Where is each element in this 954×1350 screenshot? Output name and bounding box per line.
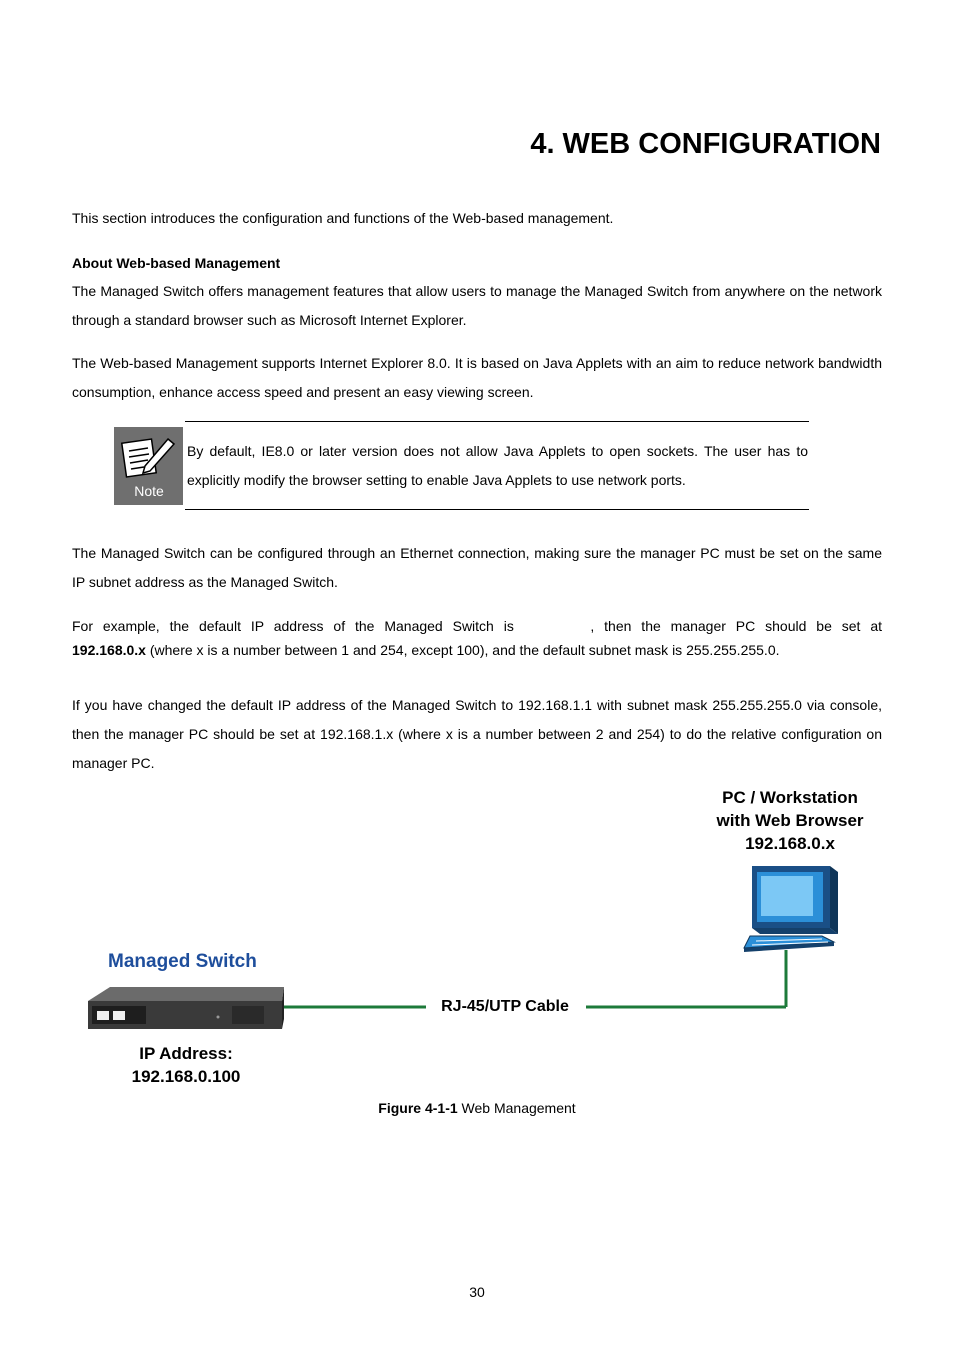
- note-icon-label: Note: [134, 483, 164, 499]
- page-title: 4. WEB CONFIGURATION: [530, 128, 881, 160]
- config-paragraph-1: The Managed Switch can be configured through an Ethernet connection, making sure the manager PC must be set on the same IP subnet address as the Managed Switch.: [72, 545, 882, 590]
- cable-label: RJ-45/UTP Cable: [441, 998, 569, 1015]
- figure-number: Figure 4-1-1: [378, 1100, 458, 1116]
- about-paragraph-2: The Web-based Management supports Internet Explorer 8.0. It is based on Java Applets with an aim to reduce network bandwidth consumption, enhance access speed and present an easy viewing screen.: [72, 355, 882, 400]
- config-paragraph-2-part-a: For example, the default IP address of the Managed Switch is: [72, 618, 514, 634]
- pc-label-line-1: PC / Workstation: [722, 788, 858, 807]
- pc-label: [690, 786, 890, 855]
- note-pen-icon: [114, 427, 183, 505]
- switch-title: Managed Switch: [108, 951, 257, 972]
- config-paragraph-2-line2: [72, 636, 882, 665]
- page-number: 30: [469, 1284, 485, 1300]
- note-top-rule: [185, 421, 809, 422]
- switch-icon: [86, 985, 286, 1035]
- manager-pc-ip: 192.168.0.x: [72, 642, 146, 658]
- figure-title: Web Management: [457, 1100, 576, 1116]
- computer-icon: [730, 858, 845, 958]
- note-bottom-rule: [185, 509, 809, 510]
- note-text: By default, IE8.0 or later version does not allow Java Applets to open sockets. The user has to explicitly modify the browser setting to enable Java Applets to use network ports.: [187, 443, 808, 488]
- switch-ip-line-2: 192.168.0.100: [131, 1067, 241, 1086]
- intro-paragraph: This section introduces the configuration and functions of the Web-based management.: [72, 210, 614, 226]
- switch-ip-line-1: IP Address:: [139, 1044, 233, 1063]
- config-paragraph-2-part-c: (where x is a number between 1 and 254, except 100), and the default subnet mask is 255.255.255.0.: [145, 642, 780, 658]
- config-paragraph-2-part-b: , then the manager PC should be set at: [590, 618, 882, 634]
- figure-caption: [0, 1100, 954, 1116]
- switch-ip-label: [106, 1042, 266, 1088]
- config-paragraph-3: If you have changed the default IP address of the Managed Switch to 192.168.1.1 with subnet mask 255.255.255.0 via console, then the manager PC should be set at 192.168.1.x (where x is a number between 2 and 254) to do the relative configuration on manager PC.: [72, 697, 882, 771]
- pc-label-line-2: with Web Browser: [716, 811, 864, 830]
- about-paragraph-1: The Managed Switch offers management features that allow users to manage the Managed Switch from anywhere on the network through a standard browser such as Microsoft Internet Explorer.: [72, 283, 882, 328]
- section-heading: About Web-based Management: [72, 255, 281, 271]
- pc-label-line-3: 192.168.0.x: [745, 834, 835, 853]
